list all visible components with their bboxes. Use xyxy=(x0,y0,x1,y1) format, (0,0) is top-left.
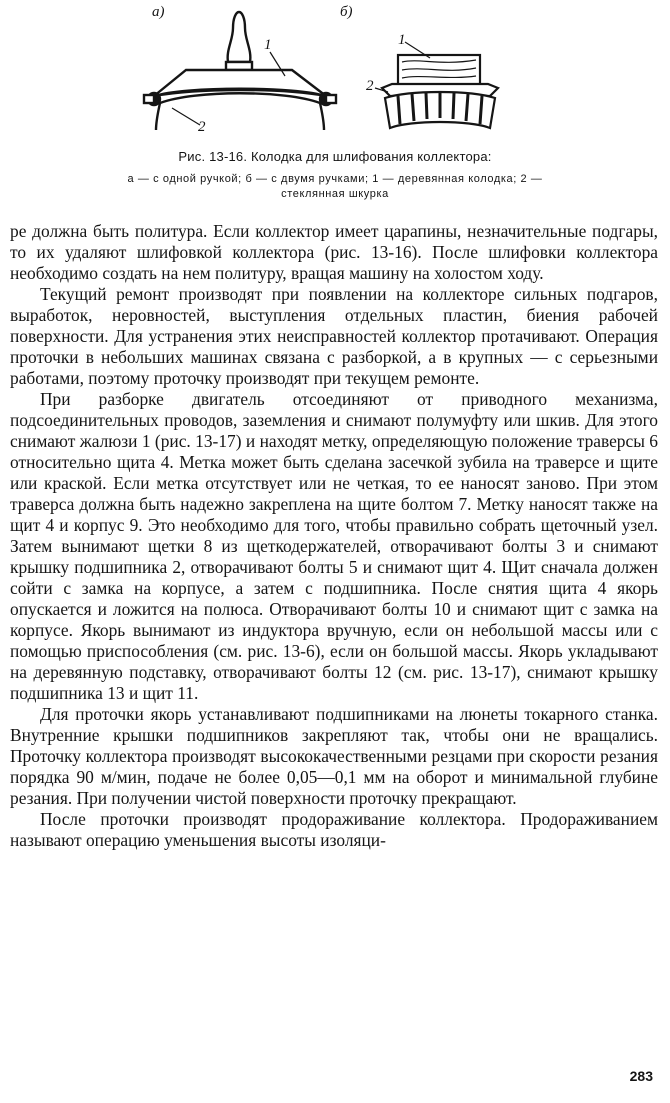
panel-a-label: а) xyxy=(152,4,165,20)
single-handle-block xyxy=(144,12,336,130)
paragraph-current-repair: Текущий ремонт производят при появлении на коллекторе сильных подгаров, выработок, неровностей, выступления отдельных пластин, биения рабочей поверхности. Для устранения этих неисправностей коллектор протачивают. Операция проточки в небольших машинах связана с разборкой, а в крупных — с серьезными работами, поэтому проточку производят при текущем ремонте. xyxy=(10,284,658,388)
body-text xyxy=(10,221,658,851)
figure-caption-legend-continued: стеклянная шкурка xyxy=(281,188,389,200)
figure-13-16 xyxy=(0,0,670,150)
callout-b-1: 1 xyxy=(398,32,406,48)
paragraph-continuation: ре должна быть политура. Если коллектор имеет царапины, незначительные подгары, то их удаляют шлифовкой коллектора (рис. 13-16). После шлифовки коллектора необходимо создать на нем политуру, вращая машину на холостом ходу. xyxy=(10,221,658,283)
callout-a-1: 1 xyxy=(264,37,272,53)
paragraph-disassembly: При разборке двигатель отсоединяют от приводного механизма, подсоединительных проводов, заземления и снимают полумуфту или шкив. Для этого снимают жалюзи 1 (рис. 13-17) и находят метку, определяющую положение траверсы 6 относительно щита 4. Метка может быть сделана засечкой зубила на траверсе и щите или краской. Если метка отсутствует или не четкая, то ее наносят заново. При этом траверса должна быть надежно закреплена на щите болтом 7. Метку наносят также на щит 4 и корпус 9. Это необходимо для того, чтобы правильно собрать щеточный узел. Затем вынимают щетки 8 из щеткодержателей, отворачивают болты 3 и снимают крышку подшипника 2, отворачивают болты 5 и снимают щит 4. Щит сначала должен сойти с замка на корпусе, а затем с подшипника. После снятия щита 4 якорь опускается и ложится на полюса. Отворачивают болты 10 и снимают щит с замка на корпусе. Якорь вынимают из индуктора вручную, если он небольшой массы или с помощью приспособления (см. рис. 13-6), если он большой массы. Якорь укладывают на деревянную подставку, отворачивают болты 12 (см. рис. 13-17), снимают крышку подшипника 13 и щит 11. xyxy=(10,389,658,703)
figure-caption-legend: а — с одной ручкой; б — с двумя ручками; 1 — деревянная колодка; 2 — xyxy=(127,173,543,185)
figure-caption-title: Рис. 13-16. Колодка для шлифования коллектора: xyxy=(178,149,492,164)
panel-b-label: б) xyxy=(340,4,353,20)
paragraph-turning: Для проточки якорь устанавливают подшипниками на люнеты токарного станка. Внутренние крышки подшипников закрепляют так, чтобы они не вращались. Проточку коллектора производят высококачественными резцами при скорости резания порядка 90 м/мин, подаче не более 0,05—0,1 мм на оборот и минимальной глубине резания. При получении чистой поверхности проточку прекращают. xyxy=(10,704,658,808)
double-handle-block xyxy=(375,42,498,128)
paragraph-undercutting: После проточки производят продораживание коллектора. Продораживанием называют операцию уменьшения высоты изоляци- xyxy=(10,809,658,850)
callout-a-2: 2 xyxy=(198,119,206,135)
page-number: 283 xyxy=(629,1068,653,1084)
callout-b-2: 2 xyxy=(366,78,374,94)
grinding-block-drawing xyxy=(0,0,670,150)
